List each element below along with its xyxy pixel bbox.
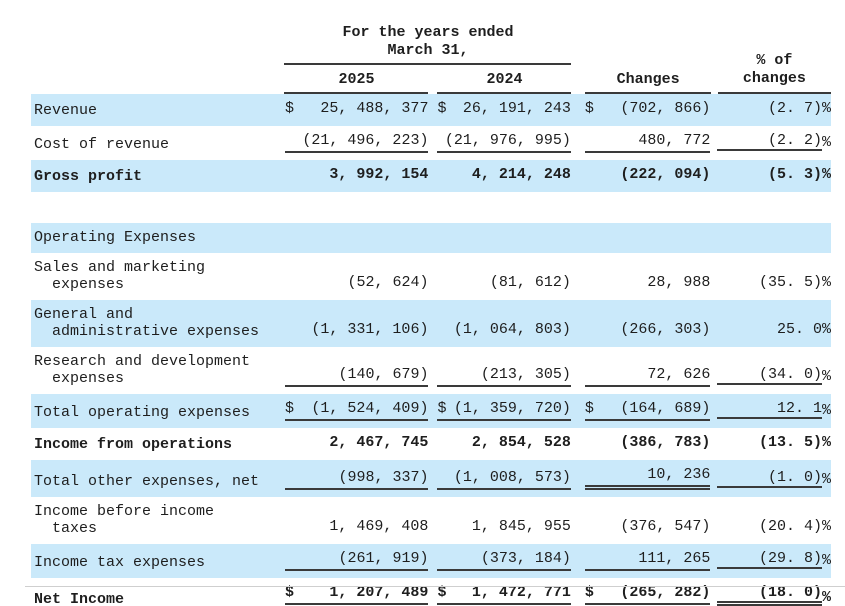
table-row — [31, 347, 831, 394]
row-label-line1: Total other expenses, net — [34, 473, 260, 490]
table-row — [31, 300, 831, 347]
row-label-line2: taxes — [52, 520, 98, 537]
value-2024: (373, 184) — [480, 550, 571, 567]
years-columns — [284, 65, 571, 94]
table-row — [31, 253, 831, 300]
row-label — [31, 591, 283, 606]
cell-pct-of-changes — [717, 100, 831, 119]
currency-sign: $ — [285, 400, 295, 417]
value-pct-of-changes: 12. 1 — [776, 400, 822, 417]
pct-underline-area — [717, 518, 822, 535]
cell-2025 — [285, 366, 428, 387]
column-header-pct-of-changes — [718, 52, 831, 94]
value-2024: 1, 845, 955 — [471, 518, 571, 535]
value-changes: (164, 689) — [620, 400, 711, 417]
value-2025: (52, 624) — [347, 274, 429, 291]
cell-2025 — [285, 274, 428, 293]
row-label — [31, 404, 283, 421]
cell-2025 — [285, 400, 428, 421]
table-row — [31, 160, 831, 192]
cell-2025 — [285, 100, 428, 119]
value-pct-of-changes: (2. 7) — [767, 100, 822, 117]
percent-sign: % — [821, 274, 831, 291]
cell-pct-of-changes — [717, 132, 831, 153]
value-pct-of-changes: 25. 0 — [776, 321, 822, 338]
row-label — [31, 259, 283, 293]
value-pct-of-changes: (20. 4) — [758, 518, 822, 535]
currency-sign: $ — [285, 584, 295, 601]
table-row — [31, 428, 831, 460]
value-changes: 28, 988 — [647, 274, 711, 291]
value-2024: (1, 008, 573) — [453, 469, 571, 486]
value-changes: (222, 094) — [620, 166, 711, 183]
cell-2025 — [285, 550, 428, 571]
cell-changes — [585, 466, 711, 490]
cell-changes — [585, 366, 711, 387]
percent-sign: % — [821, 166, 831, 183]
row-label-line1: Total operating expenses — [34, 404, 251, 421]
cell-pct-of-changes — [717, 518, 831, 537]
value-2024: 4, 214, 248 — [471, 166, 571, 183]
value-pct-of-changes: (18. 0) — [758, 584, 822, 601]
row-label-line1: Sales and marketing — [34, 259, 206, 276]
cell-2024 — [437, 244, 570, 246]
cell-2025 — [285, 321, 428, 340]
row-label-line1: Research and development — [34, 353, 251, 370]
value-changes: (386, 783) — [620, 434, 711, 451]
pct-underline-area — [717, 469, 822, 488]
cell-2025 — [285, 244, 428, 246]
pct-underline-area — [717, 584, 822, 606]
currency-sign: $ — [285, 100, 295, 117]
value-2024: (21, 976, 995) — [444, 132, 571, 149]
row-label-line2: expenses — [52, 276, 125, 293]
row-label-line1: Income tax expenses — [34, 554, 206, 571]
percent-sign: % — [821, 434, 831, 451]
row-label — [31, 306, 283, 340]
row-label — [31, 554, 283, 571]
percent-sign: % — [821, 100, 831, 117]
cell-2024 — [437, 434, 570, 453]
value-changes: 72, 626 — [647, 366, 711, 383]
years-title-line2: March 31, — [387, 42, 469, 59]
pct-underline-area — [717, 100, 822, 117]
row-label — [31, 102, 283, 119]
currency-sign: $ — [584, 584, 594, 601]
currency-sign: $ — [437, 100, 447, 117]
cell-changes — [585, 550, 711, 571]
cell-changes — [585, 400, 711, 421]
cell-pct-of-changes — [717, 366, 831, 387]
table-row — [31, 578, 831, 606]
cell-2025 — [285, 166, 428, 185]
value-2025: 2, 467, 745 — [329, 434, 429, 451]
pct-underline-area — [717, 366, 822, 385]
row-label — [31, 168, 283, 185]
pct-underline-area — [717, 166, 822, 183]
cell-changes — [585, 434, 711, 453]
cell-2025 — [285, 469, 428, 490]
value-pct-of-changes: (29. 8) — [758, 550, 822, 567]
value-changes: (266, 303) — [620, 321, 711, 338]
value-2024: 26, 191, 243 — [462, 100, 571, 117]
percent-sign: % — [821, 134, 831, 151]
value-changes: 480, 772 — [638, 132, 711, 149]
row-label — [31, 136, 283, 153]
cell-changes — [585, 518, 711, 537]
table-row — [31, 544, 831, 578]
value-pct-of-changes: (35. 5) — [758, 274, 822, 291]
value-2024: (81, 612) — [489, 274, 571, 291]
row-label — [31, 353, 283, 387]
row-label — [31, 229, 283, 246]
cell-changes — [585, 166, 711, 185]
cell-2024 — [437, 400, 570, 421]
value-2025: 3, 992, 154 — [329, 166, 429, 183]
row-label — [31, 503, 283, 537]
table-row — [31, 394, 831, 428]
value-2025: (1, 331, 106) — [311, 321, 429, 338]
value-2025: 1, 469, 408 — [329, 518, 429, 535]
income-statement-table — [31, 24, 831, 606]
row-label-line2: administrative expenses — [52, 323, 260, 340]
row-label-line1: Income from operations — [34, 436, 233, 453]
percent-sign: % — [821, 368, 831, 385]
value-changes: (702, 866) — [620, 100, 711, 117]
value-2024: (1, 064, 803) — [453, 321, 571, 338]
cell-pct-of-changes — [717, 400, 831, 421]
column-header-2025: 2025 — [284, 71, 428, 94]
cell-changes — [585, 244, 711, 246]
cell-2024 — [437, 321, 570, 340]
cell-changes — [585, 584, 711, 606]
cell-pct-of-changes — [717, 166, 831, 185]
cell-pct-of-changes — [717, 584, 831, 606]
pct-underline-area — [717, 400, 822, 419]
cell-pct-of-changes — [717, 274, 831, 293]
cell-pct-of-changes — [717, 434, 831, 453]
table-row — [31, 497, 831, 544]
pct-underline-area — [717, 321, 822, 338]
cell-2024 — [437, 132, 570, 153]
value-changes: (376, 547) — [620, 518, 711, 535]
table-row — [31, 460, 831, 497]
cell-2025 — [285, 434, 428, 453]
table-row — [31, 223, 831, 253]
spacer-row — [31, 192, 831, 223]
value-pct-of-changes: (34. 0) — [758, 366, 822, 383]
cell-2024 — [437, 584, 570, 606]
row-label-line1: Income before income — [34, 503, 215, 520]
cell-2024 — [437, 469, 570, 490]
cell-changes — [585, 274, 711, 293]
bottom-divider — [25, 586, 845, 587]
cell-2024 — [437, 366, 570, 387]
cell-2024 — [437, 274, 570, 293]
value-2025: (998, 337) — [338, 469, 429, 486]
pct-underline-area — [717, 132, 822, 151]
cell-pct-of-changes — [717, 469, 831, 490]
value-2025: (1, 524, 409) — [311, 400, 429, 417]
value-2025: (21, 496, 223) — [302, 132, 429, 149]
value-changes: 111, 265 — [638, 550, 711, 567]
value-2025: 25, 488, 377 — [320, 100, 429, 117]
table-body — [31, 94, 831, 606]
cell-changes — [585, 100, 711, 119]
value-pct-of-changes: (1. 0) — [767, 469, 822, 486]
cell-pct-of-changes — [717, 550, 831, 571]
cell-2024 — [437, 100, 570, 119]
currency-sign: $ — [437, 400, 447, 417]
value-pct-of-changes: (5. 3) — [767, 166, 822, 183]
value-pct-of-changes: (13. 5) — [758, 434, 822, 451]
table-row — [31, 94, 831, 126]
years-column-group — [284, 24, 571, 94]
percent-sign: % — [821, 321, 831, 338]
value-changes: (265, 282) — [620, 584, 711, 601]
cell-pct-of-changes — [717, 244, 831, 246]
row-label-line1: Cost of revenue — [34, 136, 170, 153]
value-2024: 2, 854, 528 — [471, 434, 571, 451]
cell-changes — [585, 321, 711, 340]
row-label — [31, 436, 283, 453]
pct-underline-area — [717, 550, 822, 569]
cell-pct-of-changes — [717, 321, 831, 340]
cell-2024 — [437, 518, 570, 537]
currency-sign: $ — [437, 584, 447, 601]
years-title-line1: For the years ended — [342, 24, 514, 41]
pct-header-line1: % of — [756, 52, 793, 69]
cell-2024 — [437, 166, 570, 185]
value-changes: 10, 236 — [647, 466, 711, 483]
row-label-line1: Net Income — [34, 591, 125, 606]
column-header-2024: 2024 — [437, 71, 571, 94]
pct-header-line2: changes — [742, 70, 806, 87]
value-2024: (1, 359, 720) — [453, 400, 571, 417]
currency-sign: $ — [584, 400, 594, 417]
row-label-line2: expenses — [52, 370, 125, 387]
row-label-line1: Revenue — [34, 102, 98, 119]
column-header-changes: Changes — [585, 71, 710, 94]
percent-sign: % — [821, 552, 831, 569]
percent-sign: % — [821, 471, 831, 488]
cell-2024 — [437, 550, 570, 571]
percent-sign: % — [821, 518, 831, 535]
row-label-line1: Gross profit — [34, 168, 143, 185]
value-2025: (261, 919) — [338, 550, 429, 567]
table-row — [31, 126, 831, 160]
table-header — [31, 24, 831, 94]
years-group-title — [284, 24, 571, 63]
currency-sign: $ — [584, 100, 594, 117]
pct-underline-area — [717, 274, 822, 291]
cell-changes — [585, 132, 711, 153]
cell-2025 — [285, 132, 428, 153]
value-pct-of-changes: (2. 2) — [767, 132, 822, 149]
cell-2025 — [285, 518, 428, 537]
row-label-line1: Operating Expenses — [34, 229, 197, 246]
value-2025: (140, 679) — [338, 366, 429, 383]
value-2024: (213, 305) — [480, 366, 571, 383]
row-label-line1: General and — [34, 306, 134, 323]
value-2025: 1, 207, 489 — [329, 584, 429, 601]
percent-sign: % — [821, 589, 831, 606]
pct-underline-area — [717, 434, 822, 451]
value-2024: 1, 472, 771 — [471, 584, 571, 601]
cell-2025 — [285, 584, 428, 606]
row-label — [31, 473, 283, 490]
percent-sign: % — [821, 402, 831, 419]
